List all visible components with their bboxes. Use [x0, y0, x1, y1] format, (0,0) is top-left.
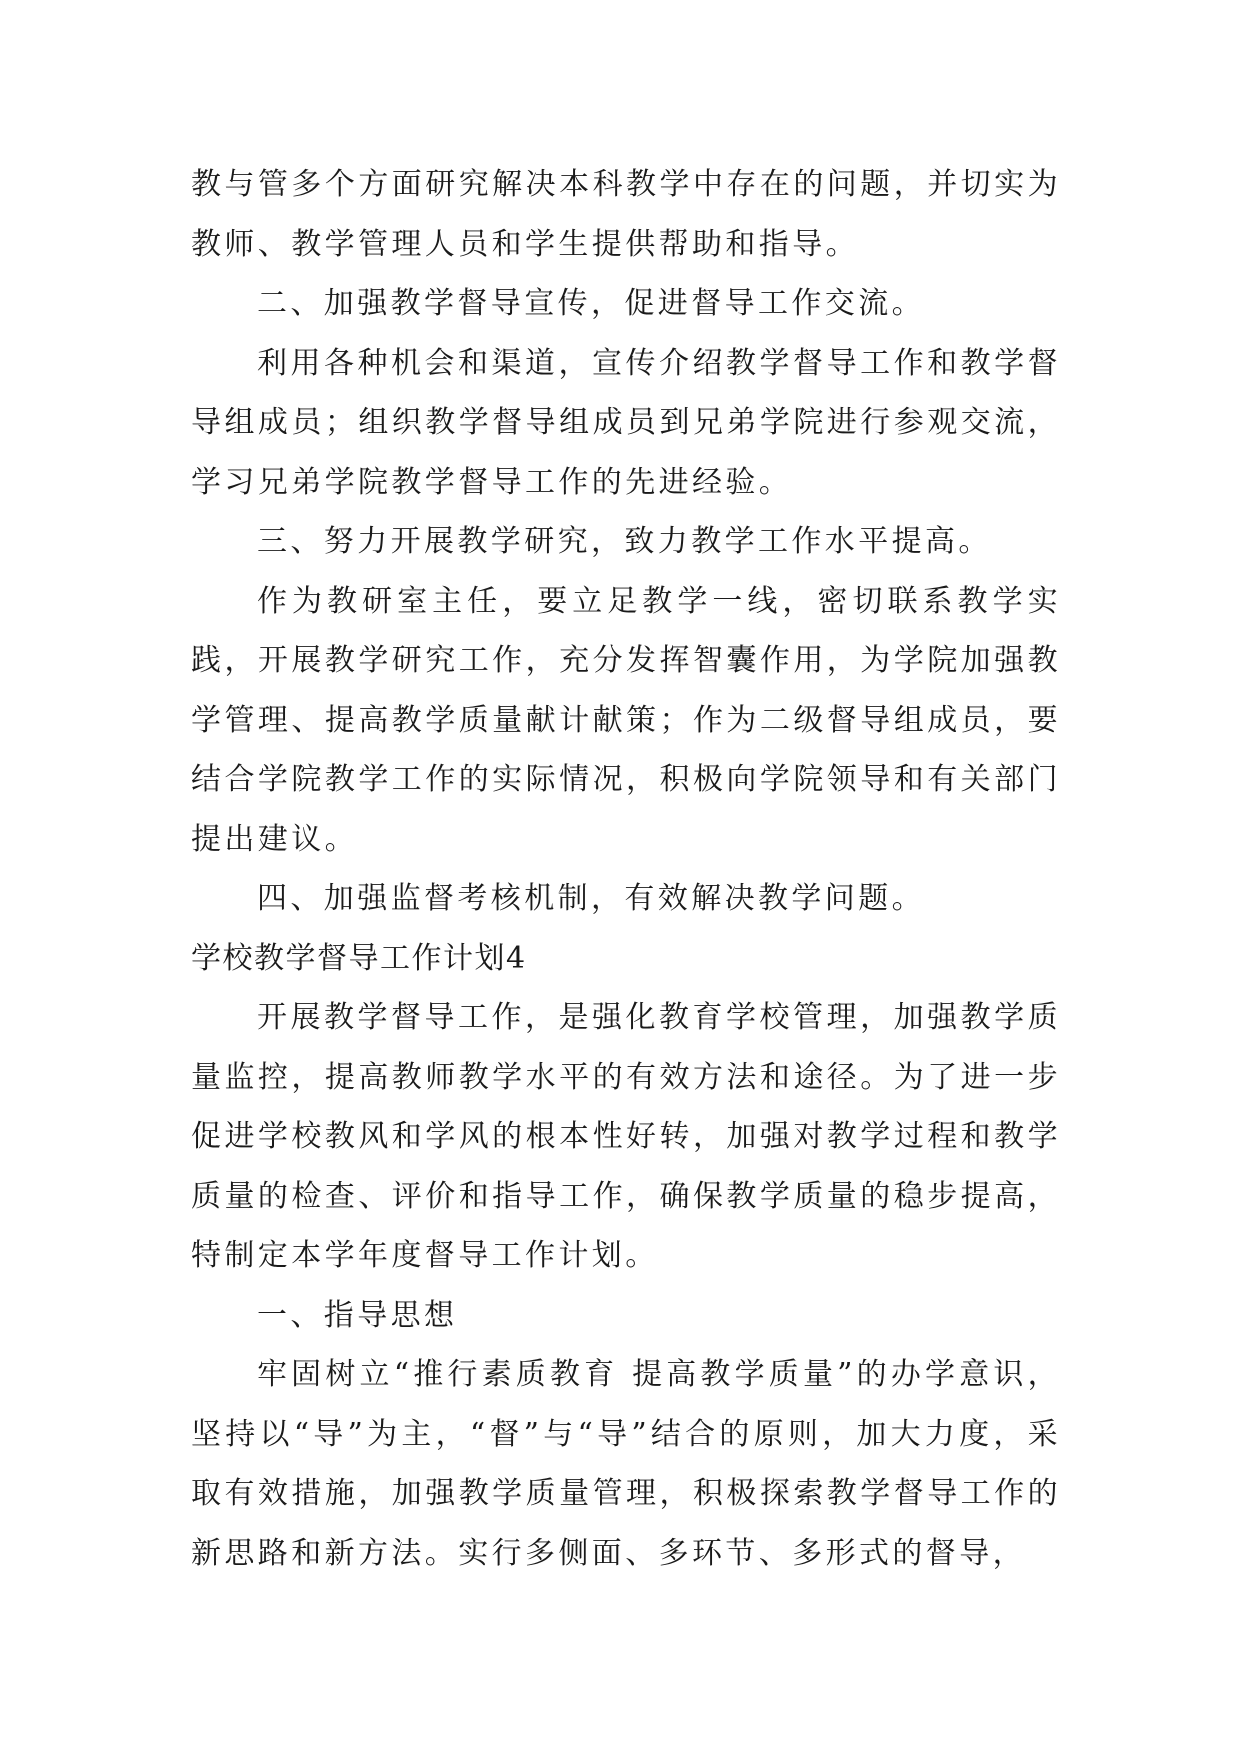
- paragraph-continuation: 教与管多个方面研究解决本科教学中存在的问题，并切实为教师、教学管理人员和学生提供帮助和指导。: [191, 167, 1061, 262]
- section-heading-3: 三、努力开展教学研究，致力教学工作水平提高。: [257, 524, 992, 559]
- paragraph-research: 作为教研室主任，要立足教学一线，密切联系教学实践，开展教学研究工作，充分发挥智囊作用，为学院加强教学管理、提高教学质量献计献策；作为二级督导组成员，要结合学院教学工作的实际情况，积极向学院领导和有关部门提出建议。: [191, 583, 1061, 857]
- section-heading-4: 四、加强监督考核机制，有效解决教学问题。: [257, 881, 925, 916]
- plan-title: 学校教学督导工作计划4: [191, 940, 527, 976]
- paragraph-publicity: 利用各种机会和渠道，宣传介绍教学督导工作和教学督导组成员；组织教学督导组成员到兄弟学院进行参观交流，学习兄弟学院教学督导工作的先进经验。: [191, 345, 1061, 500]
- section-heading-guiding-thought: 一、指导思想: [257, 1297, 458, 1333]
- document-page: [191, 155, 1061, 1583]
- paragraph-intro: 开展教学督导工作，是强化教育学校管理，加强教学质量监控，提高教师教学水平的有效方法和途径。为了进一步促进学校教风和学风的根本性好转，加强对教学过程和教学质量的检查、评价和指导工作，确保教学质量的稳步提高，特制定本学年度督导工作计划。: [191, 1000, 1061, 1273]
- section-heading-2: 二、加强教学督导宣传，促进督导工作交流。: [257, 286, 925, 321]
- paragraph-guiding-thought: 牢固树立“推行素质教育 提高教学质量”的办学意识，坚持以“导”为主，“督”与“导”结合的原则，加大力度，采取有效措施，加强教学质量管理，积极探索教学督导工作的新思路和新方法。实行多侧面、多环节、多形式的督导，: [191, 1357, 1061, 1571]
